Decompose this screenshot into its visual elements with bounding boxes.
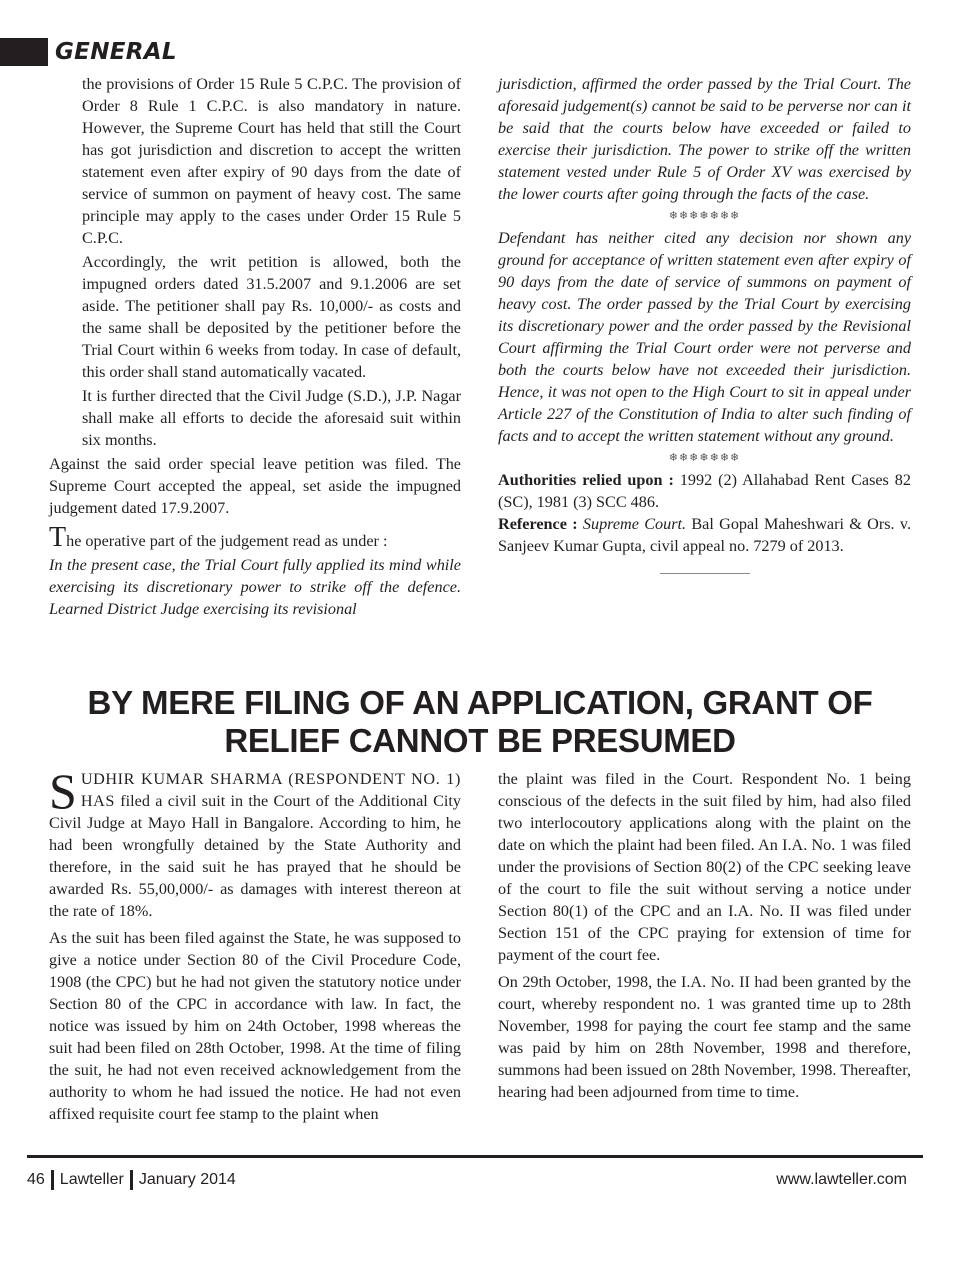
issue-date: January 2014	[138, 1171, 236, 1188]
body-paragraph: On 29th October, 1998, the I.A. No. II had been granted by the court, whereby respondent no. 1 was granted time up to 28th November, 1998 for paying the court fee stamp and the same was paid by him on 28th November, 1998 and therefore, summons had been issued on 28th November, 1998. Thereafter, hearing had been adjourned from time to time.	[498, 973, 911, 1101]
italic-quote: jurisdiction, affirmed the order passed by the Trial Court. The aforesaid judgement(s) cannot be said to be perverse nor can it be said that the courts below have exceeded or failed to exercise their jurisdiction. The power to strike off the written statement vested under Rule 5 of Order XV was exercised by the lower courts after going through the facts of the case.	[498, 75, 911, 203]
section-header-bar	[0, 38, 48, 66]
footer-separator	[130, 1170, 133, 1190]
footer-separator	[51, 1170, 54, 1190]
drop-cap: S	[49, 763, 77, 819]
separator-ornament: ❄❄❄❄❄❄❄	[668, 210, 741, 222]
article1-right-column	[498, 73, 911, 574]
body-paragraph: Against the said order special leave petition was filed. The Supreme Court accepted the appeal, set aside the impugned judgement dated 17.9.2007.	[49, 455, 461, 517]
website-link[interactable]: www.lawteller.com	[776, 1171, 907, 1188]
page-number: 46	[27, 1171, 45, 1188]
drop-cap: T	[49, 522, 67, 553]
quoted-paragraph: It is further directed that the Civil Judge (S.D.), J.P. Nagar shall make all efforts to decide the aforesaid suit within six months.	[82, 387, 461, 449]
section-header	[0, 38, 177, 66]
article1-left-column	[49, 73, 461, 620]
quoted-paragraph: the provisions of Order 15 Rule 5 C.P.C. The provision of Order 8 Rule 1 C.P.C. is also mandatory in nature. However, the Supreme Court has held that still the Court has got jurisdiction and discretion to accept the written statement even after expiry of 90 days from the date of service of summon on payment of heavy cost. The same principle may apply to the cases under Order 15 Rule 5 C.P.C.	[82, 75, 461, 247]
operative-intro: The operative part of the judgement read as under :	[49, 522, 388, 553]
body-paragraph: the plaint was filed in the Court. Respondent No. 1 being conscious of the defects in the suit filed by him, had also filed two interlocoutory applications along with the plaint on the date on which the plaint had been filed. An I.A. No. 1 was filed under the provisions of Section 80(2) of the CPC seeking leave of the court to file the suit without serving a notice under Section 80(1) of the CPC and an I.A. No. II was filed under Section 151 of the CPC praying for extension of time for payment of the court fee.	[498, 770, 911, 964]
lead-paragraph: SUDHIR KUMAR SHARMA (RESPONDENT NO. 1) HAS filed a civil suit in the Court of the Additional City Civil Judge at Mayo Hall in Bangalore. According to him, he had been wrongfully detained by the State Authority and therefore, in the said suit he has prayed that he should be awarded Rs. 55,00,000/- as damages with interest thereon at the rate of 18%.	[49, 763, 461, 920]
section-label: GENERAL	[55, 39, 177, 65]
separator-ornament: ❄❄❄❄❄❄❄	[668, 452, 741, 464]
footer-rule	[27, 1155, 923, 1158]
italic-quote: In the present case, the Trial Court fully applied its mind while exercising its discretionary power to strike off the defence. Learned District Judge exercising its revisional	[49, 556, 461, 618]
body-paragraph: As the suit has been filed against the State, he was supposed to give a notice under Section 80 of the Civil Procedure Code, 1908 (the CPC) but he had not given the statutory notice under Section 80 of the CPC in accordance with law. In fact, the notice was issued by him on 24th October, 1998 whereas the suit had been filed on 28th October, 1998. At the time of filing the suit, he had not even received acknowledgement from the authority to whom he had issued the notice. He had not even affixed requisite court fee stamp to the plaint when	[49, 929, 461, 1123]
italic-quote: Defendant has neither cited any decision nor shown any ground for acceptance of written statement even after expiry of 90 days from the date of service of summons on payment of heavy cost. The order passed by the Trial Court by exercising its discretionary power and the order passed by the Revisional Court affirming the Trial Court order were not perverse and both the courts below have not exceeded their jurisdiction. Hence, it was not open to the High Court to sit in appeal under Article 227 of the Constitution of India to alter such finding of facts and to accept the written statement without any ground.	[498, 229, 911, 445]
end-rule	[660, 573, 750, 574]
page-footer	[27, 1168, 907, 1192]
reference: Reference : Supreme Court. Bal Gopal Maheshwari & Ors. v. Sanjeev Kumar Gupta, civil appeal no. 7279 of 2013.	[498, 515, 911, 555]
article-headline: BY MERE FILING OF AN APPLICATION, GRANT OF RELIEF CANNOT BE PRESUMED	[87, 684, 873, 759]
authorities-relied: Authorities relied upon : 1992 (2) Allahabad Rent Cases 82 (SC), 1981 (3) SCC 486.	[498, 471, 911, 511]
quoted-paragraph: Accordingly, the writ petition is allowed, both the impugned orders dated 31.5.2007 and 9.1.2006 are set aside. The petitioner shall pay Rs. 10,000/- as costs and the same shall be deposited by the petitioner before the Trial Court within 6 weeks from today. In case of default, this order shall stand automatically vacated.	[82, 253, 461, 381]
article2-left-column	[49, 763, 461, 1125]
quoted-block	[49, 73, 461, 451]
article2-right-column	[498, 768, 911, 1103]
publication-name: Lawteller	[59, 1171, 124, 1188]
